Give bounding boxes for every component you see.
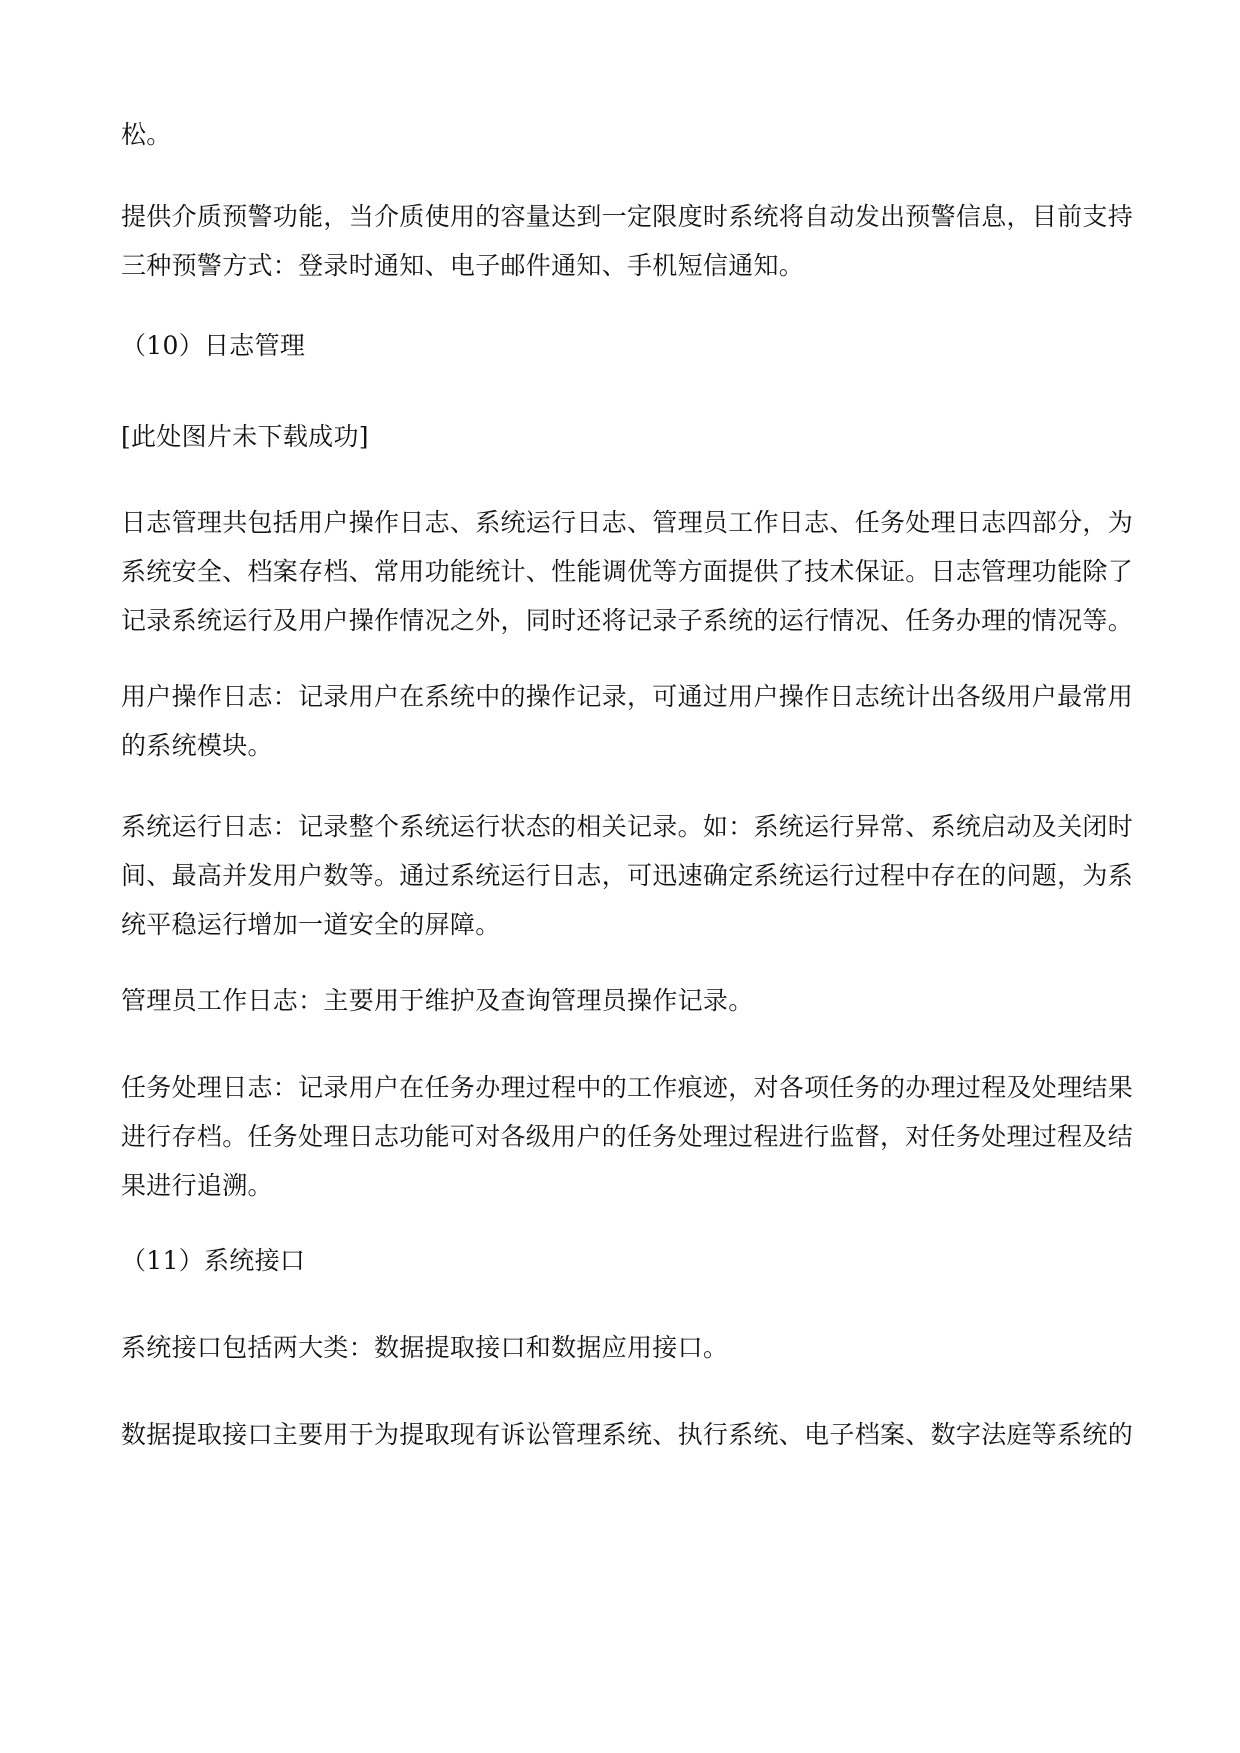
text-line: （11）系统接口 xyxy=(121,1246,306,1275)
text-line: 用户操作日志：记录用户在系统中的操作记录，可通过用户操作日志统计出各级用户最常用 xyxy=(121,682,1134,711)
text-line: 的系统模块。 xyxy=(121,731,273,760)
text-line: 任务处理日志：记录用户在任务办理过程中的工作痕迹，对各项任务的办理过程及处理结果 xyxy=(121,1073,1134,1102)
paragraph-system-run-log xyxy=(121,802,1134,949)
paragraph-continuation xyxy=(121,110,1121,159)
text-line: 记录系统运行及用户操作情况之外，同时还将记录子系统的运行情况、任务办理的情况等。 xyxy=(121,606,1134,635)
text-line: 管理员工作日志：主要用于维护及查询管理员操作记录。 xyxy=(121,986,754,1015)
text-line: 间、最高并发用户数等。通过系统运行日志，可迅速确定系统运行过程中存在的问题，为系 xyxy=(121,861,1134,890)
text-line: 果进行追溯。 xyxy=(121,1171,273,1200)
paragraph-log-overview xyxy=(121,498,1134,645)
text-line: 松。 xyxy=(121,120,172,149)
paragraph-admin-work-log xyxy=(121,976,1121,1025)
text-line: 日志管理共包括用户操作日志、系统运行日志、管理员工作日志、任务处理日志四部分，为 xyxy=(121,508,1134,537)
image-placeholder-text xyxy=(121,412,1121,461)
text-line: 数据提取接口主要用于为提取现有诉讼管理系统、执行系统、电子档案、数字法庭等系统的 xyxy=(121,1420,1134,1449)
text-line: [此处图片未下载成功] xyxy=(121,422,369,451)
text-line: （10）日志管理 xyxy=(121,331,306,360)
text-line: 统平稳运行增加一道安全的屏障。 xyxy=(121,910,501,939)
section-heading-system-interface xyxy=(121,1236,1121,1285)
paragraph-data-extraction-interface xyxy=(121,1410,1134,1459)
text-line: 三种预警方式：登录时通知、电子邮件通知、手机短信通知。 xyxy=(121,251,805,280)
text-line: 提供介质预警功能，当介质使用的容量达到一定限度时系统将自动发出预警信息，目前支持 xyxy=(121,202,1134,231)
paragraph-user-operation-log xyxy=(121,672,1134,770)
section-heading-log-management xyxy=(121,321,1121,370)
text-line: 系统接口包括两大类：数据提取接口和数据应用接口。 xyxy=(121,1333,729,1362)
paragraph-media-warning xyxy=(121,192,1134,290)
text-line: 系统安全、档案存档、常用功能统计、性能调优等方面提供了技术保证。日志管理功能除了 xyxy=(121,557,1134,586)
text-line: 系统运行日志：记录整个系统运行状态的相关记录。如：系统运行异常、系统启动及关闭时 xyxy=(121,812,1134,841)
paragraph-interface-types xyxy=(121,1323,1121,1372)
paragraph-task-processing-log xyxy=(121,1063,1134,1210)
text-line: 进行存档。任务处理日志功能可对各级用户的任务处理过程进行监督，对任务处理过程及结 xyxy=(121,1122,1134,1151)
